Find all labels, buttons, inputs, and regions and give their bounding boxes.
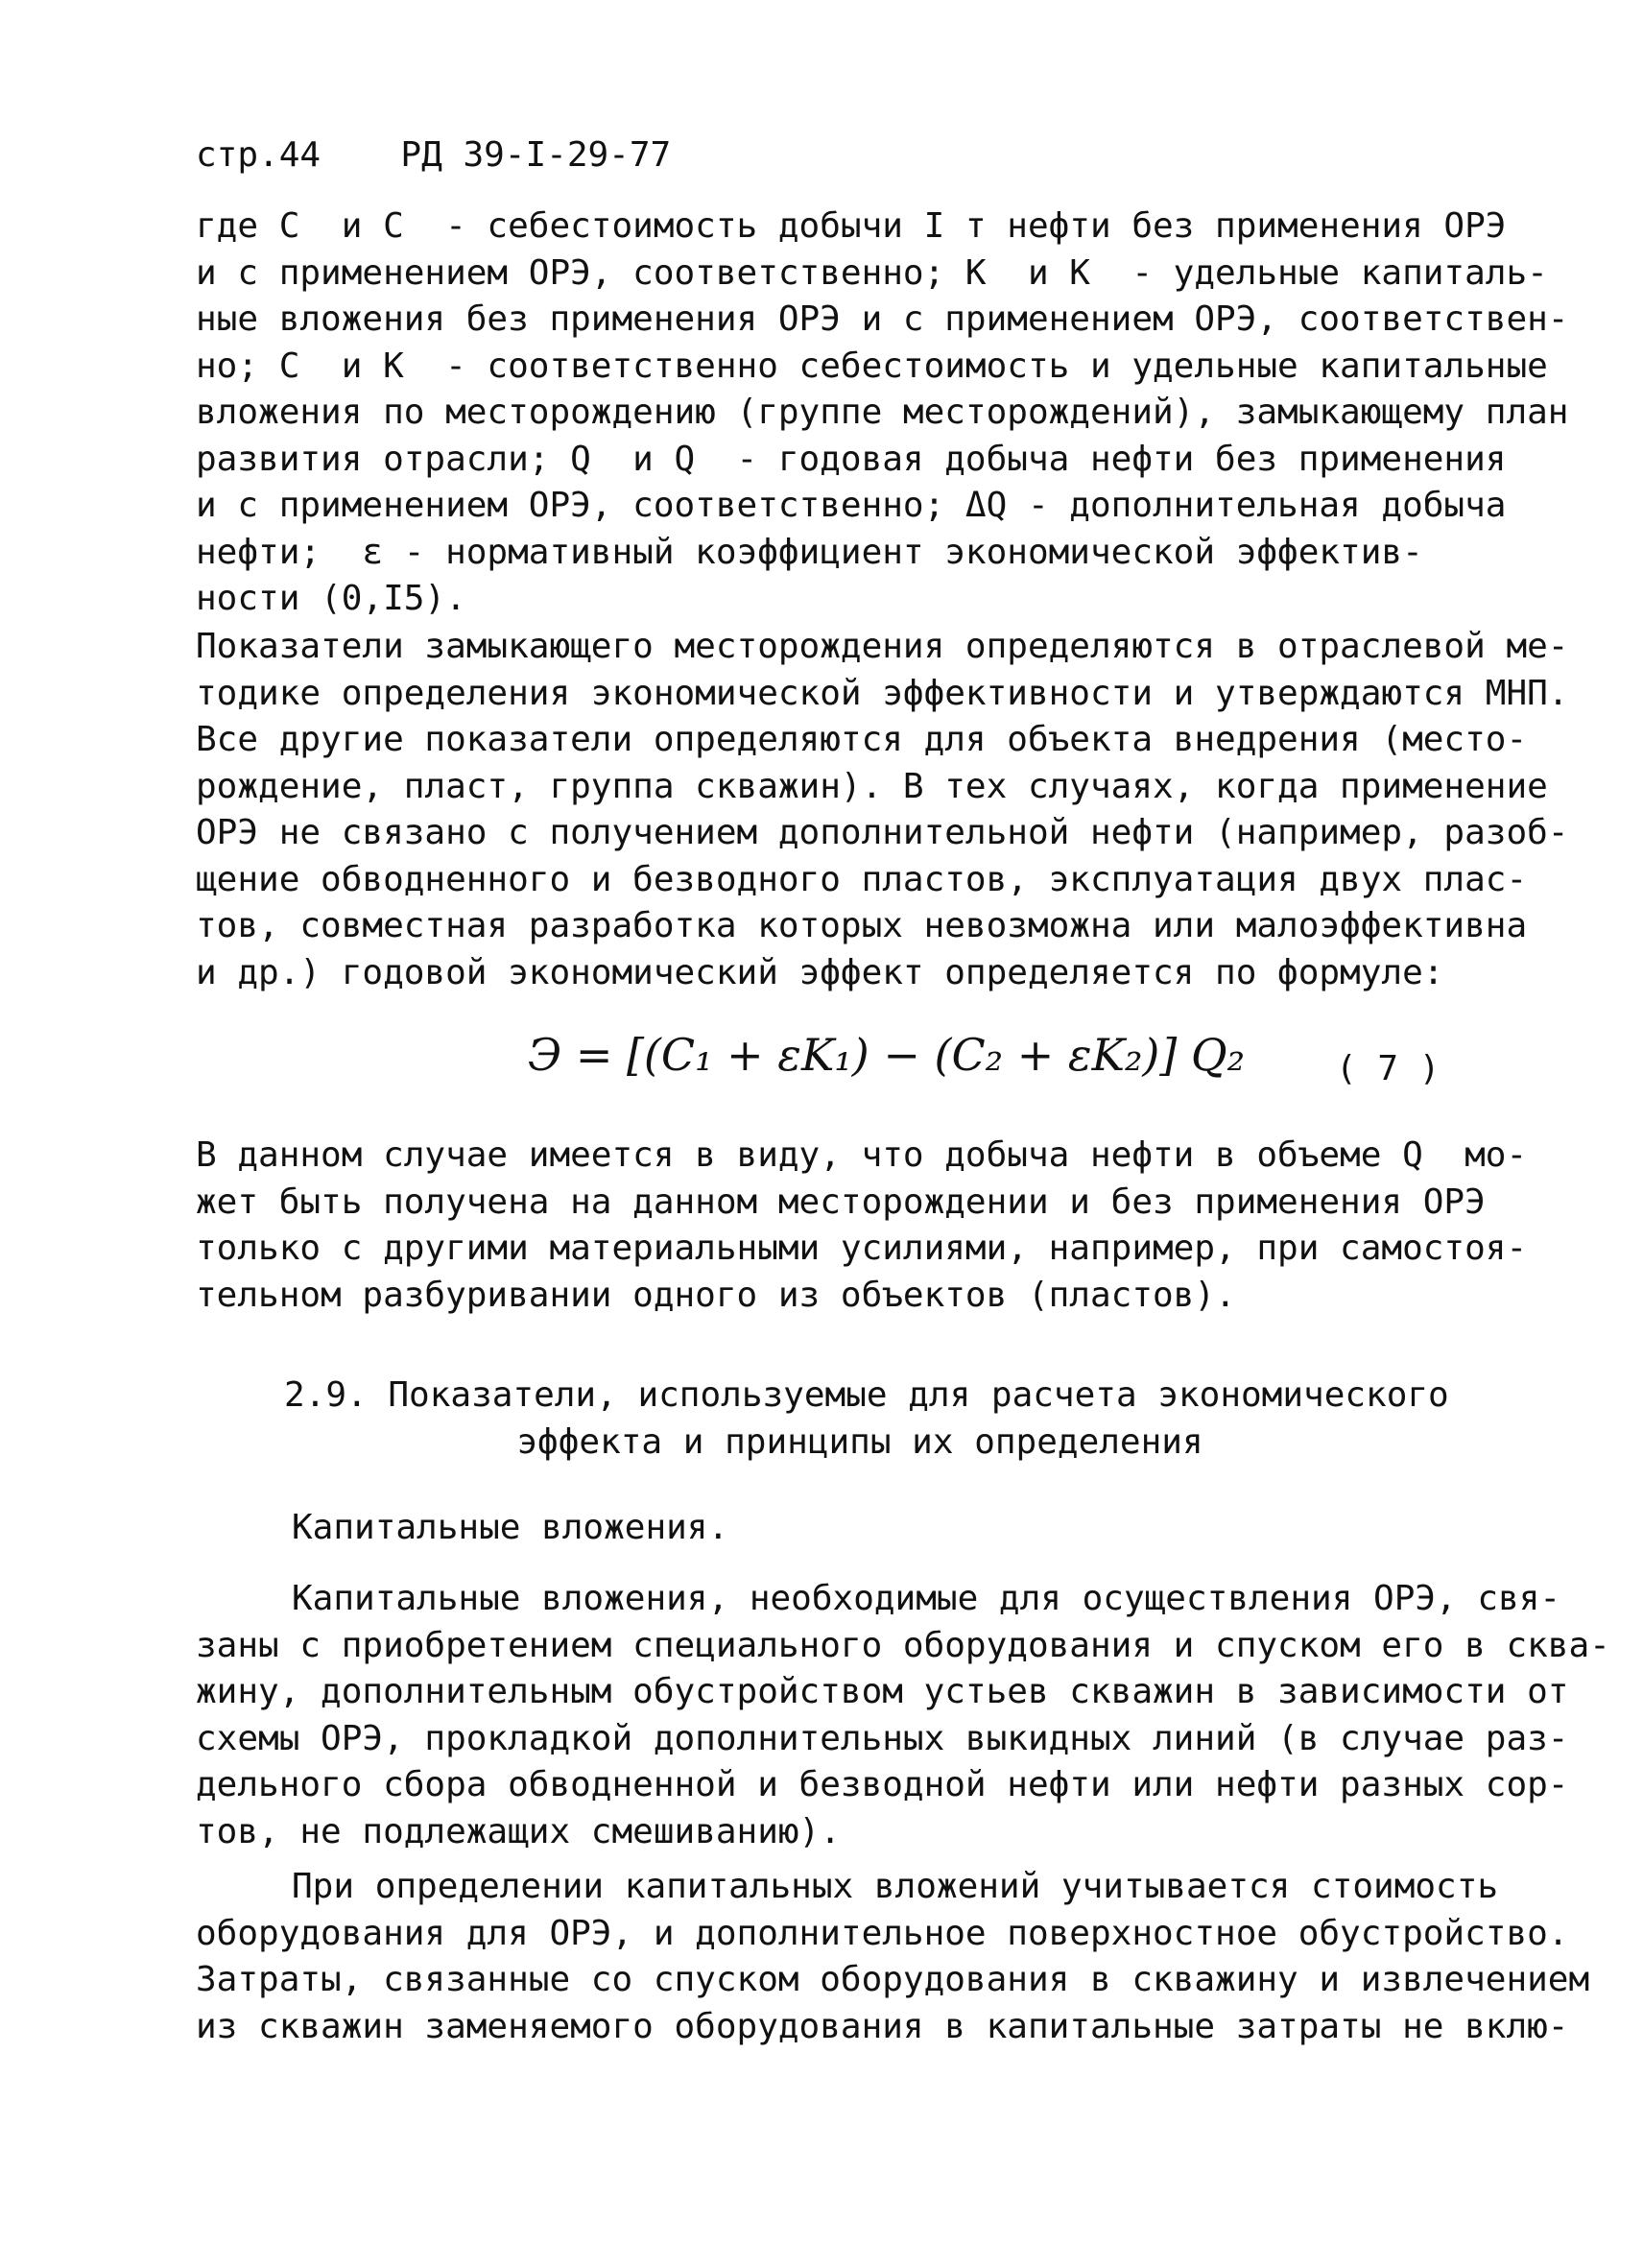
paragraph-capital-investment	[196, 1576, 1610, 1855]
text-line: тельном разбуривании одного из объектов (пластов).	[196, 1275, 1236, 1315]
text-line: схемы ОРЭ, прокладкой дополнительных выкидных линий (в случае раз-	[196, 1718, 1569, 1758]
text-line: и с применением ОРЭ, соответственно; K и K - удельные капиталь-	[196, 252, 1548, 293]
paragraph-definitions	[196, 203, 1569, 623]
text-line: щение обводненного и безводного пластов, эксплуатация двух плас-	[196, 859, 1528, 899]
subheading: Капитальные вложения.	[292, 1508, 729, 1547]
text-line: жет быть получена на данном месторождении и без применения ОРЭ	[196, 1182, 1486, 1222]
heading-line: эффекта и принципы их определения	[516, 1421, 1203, 1462]
text-line: ности (0,I5).	[196, 579, 466, 618]
text-line: Показатели замыкающего месторождения определяются в отраслевой ме-	[196, 627, 1569, 666]
text-line: нефти; ε - нормативный коэффициент экономической эффектив-	[196, 532, 1423, 572]
text-line: Капитальные вложения, необходимые для осуществления ОРЭ, свя-	[292, 1579, 1561, 1618]
text-line: Все другие показатели определяются для объекта внедрения (место-	[196, 720, 1528, 759]
text-line: ОРЭ не связано с получением дополнительной нефти (например, разоб-	[196, 813, 1569, 852]
text-line: где C и C - себестоимость добычи I т нефти без применения ОРЭ	[196, 206, 1507, 246]
text-line: тодике определения экономической эффективности и утверждаются МНП.	[196, 673, 1569, 713]
text-line: развития отрасли; Q и Q - годовая добыча нефти без применения	[196, 439, 1507, 479]
paragraph-costs	[196, 1864, 1590, 2050]
text-line: ные вложения без применения ОРЭ и с применением ОРЭ, соответствен-	[196, 299, 1569, 339]
text-line: заны с приобретением специального оборудования и спуском его в сква-	[196, 1625, 1610, 1665]
text-line: дельного сбора обводненной и безводной нефти или нефти разных сор-	[196, 1765, 1569, 1804]
text-line: но; C и K - соответственно себестоимость и удельные капитальные	[196, 346, 1548, 386]
formula: Э = [(C₁ + εK₁) − (C₂ + εK₂)] Q₂	[528, 1029, 1246, 1081]
text-line: и с применением ОРЭ, соответственно; ΔQ - дополнительная добыча	[196, 486, 1507, 525]
text-line: оборудования для ОРЭ, и дополнительное поверхностное обустройство.	[196, 1913, 1569, 1953]
doc-code: РД 39-I-29-77	[400, 135, 672, 175]
text-line: только с другими материальными усилиями, например, при самостоя-	[196, 1229, 1528, 1268]
text-line: жину, дополнительным обустройством устьев скважин в зависимости от	[196, 1672, 1569, 1711]
paragraph-explanation	[196, 1133, 1530, 1319]
section-heading	[284, 1373, 1449, 1466]
text-line: вложения по месторождению (группе месторождений), замыкающему план	[196, 393, 1569, 432]
text-line: При определении капитальных вложений учитывается стоимость	[292, 1867, 1499, 1906]
text-line: тов, не подлежащих смешиванию).	[196, 1811, 841, 1851]
text-line: рождение, пласт, группа скважин). В тех случаях, когда применение	[196, 766, 1548, 806]
text-line: из скважин заменяемого оборудования в капитальные затраты не вклю-	[196, 2006, 1569, 2046]
paragraph-indicators	[196, 624, 1569, 996]
formula-number: ( 7 )	[1336, 1049, 1441, 1088]
page-header	[196, 132, 671, 179]
text-line: В данном случае имеется в виду, что добыча нефти в объеме Q мо-	[196, 1135, 1528, 1175]
page-ref: стр.44	[196, 135, 321, 175]
text-line: Затраты, связанные со спуском оборудования в скважину и извлечением	[196, 1960, 1590, 1999]
text-line: тов, совместная разработка которых невозможна или малоэффективна	[196, 906, 1528, 945]
text-line: и др.) годовой экономический эффект определяется по формуле:	[196, 952, 1444, 992]
heading-line: 2.9. Показатели, используемые для расчета экономического	[284, 1375, 1449, 1415]
